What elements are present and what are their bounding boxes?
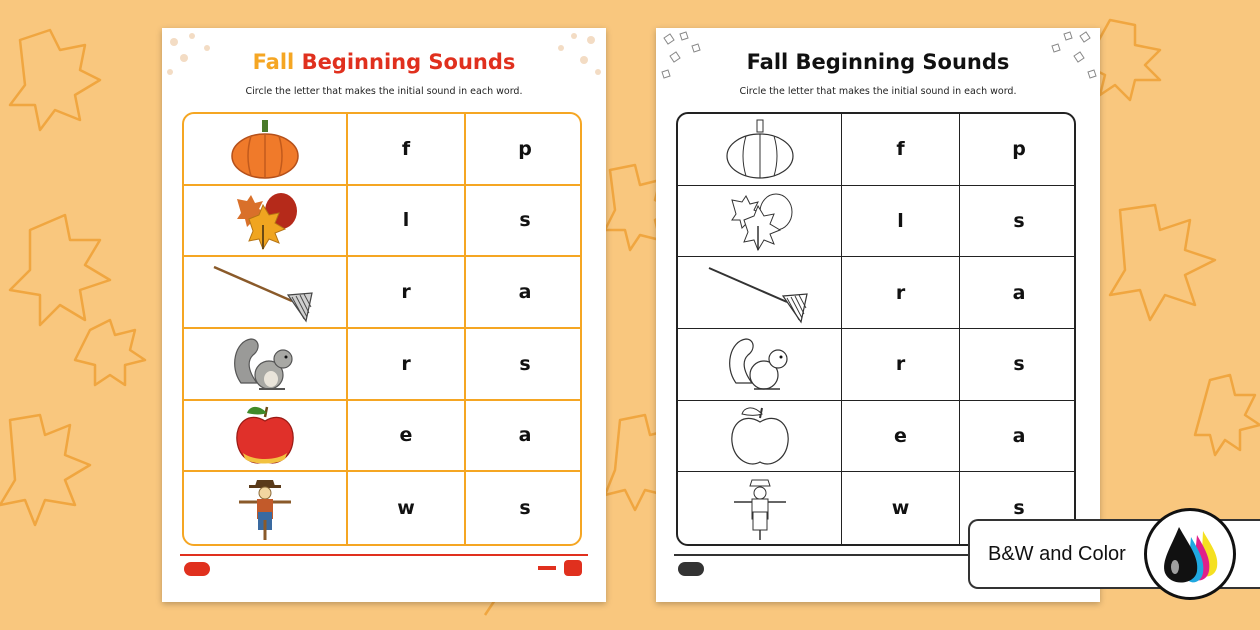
letter-choice-text: r — [895, 353, 906, 376]
letter-choice[interactable] — [466, 472, 582, 544]
letter-choice[interactable] — [842, 472, 960, 544]
worksheet-instructions: Circle the letter that makes the initial sound in each word. — [245, 86, 523, 97]
letter-choice-text: p — [518, 137, 532, 160]
letter-choice-text: w — [397, 497, 415, 520]
letter-choice[interactable] — [348, 472, 466, 544]
rake-icon — [210, 261, 320, 323]
letter-choice-text: r — [401, 352, 411, 375]
letter-choice-text: w — [891, 497, 910, 520]
letter-choice-text: l — [897, 209, 904, 232]
letter-choice-text: f — [896, 138, 905, 161]
letter-choice[interactable] — [842, 257, 960, 329]
letter-choice-text: s — [1013, 497, 1025, 520]
picture-cell — [678, 114, 842, 186]
letter-choice[interactable] — [960, 186, 1076, 258]
picture-cell — [184, 401, 348, 473]
picture-cell — [678, 472, 842, 544]
title-text: Fall Beginning Sounds — [746, 50, 1010, 74]
scarecrow-icon — [730, 476, 790, 540]
picture-cell — [184, 329, 348, 401]
brand-logo — [184, 562, 210, 576]
letter-choice-text: a — [518, 281, 532, 304]
leaves-icon — [724, 190, 796, 252]
worksheet-title — [162, 50, 606, 74]
squirrel-icon — [229, 333, 301, 395]
letter-choice[interactable] — [466, 257, 582, 329]
squirrel-icon — [724, 333, 796, 395]
pumpkin-icon — [229, 118, 301, 180]
badge-label: B&W and Color — [988, 543, 1126, 565]
letter-choice[interactable] — [842, 186, 960, 258]
picture-cell — [184, 114, 348, 186]
letter-choice[interactable] — [842, 401, 960, 473]
picture-cell — [184, 472, 348, 544]
letter-choice[interactable] — [466, 329, 582, 401]
letter-choice[interactable] — [348, 329, 466, 401]
letter-choice[interactable] — [960, 329, 1076, 401]
letter-choice-text: p — [1012, 138, 1026, 161]
scarecrow-icon — [235, 476, 295, 540]
worksheet-title — [656, 50, 1100, 74]
picture-cell — [184, 186, 348, 258]
letter-choice-text: s — [519, 352, 531, 375]
footer-divider — [180, 554, 588, 556]
letter-choice-text: s — [519, 209, 531, 232]
title-word-beginning-sounds: Beginning Sounds — [301, 50, 516, 74]
answer-grid — [676, 112, 1076, 546]
leaves-icon — [229, 189, 301, 251]
picture-cell — [678, 329, 842, 401]
letter-choice[interactable] — [960, 114, 1076, 186]
letter-choice[interactable] — [348, 401, 466, 473]
worksheet-instructions: Circle the letter that makes the initial sound in each word. — [739, 86, 1017, 97]
picture-cell — [678, 401, 842, 473]
letter-choice[interactable] — [960, 401, 1076, 473]
letter-choice-text: s — [519, 497, 531, 520]
rake-icon — [705, 262, 815, 324]
apple-icon — [724, 404, 796, 468]
brand-mark-icon — [538, 560, 584, 578]
ink-drops-icon — [1144, 508, 1236, 600]
letter-choice-text: a — [1012, 424, 1026, 447]
bw-worksheet — [656, 28, 1100, 602]
color-worksheet — [162, 28, 606, 602]
letter-choice[interactable] — [348, 257, 466, 329]
letter-choice[interactable] — [842, 114, 960, 186]
letter-choice[interactable] — [466, 186, 582, 258]
pumpkin-icon — [724, 118, 796, 180]
brand-logo — [678, 562, 704, 576]
answer-grid — [182, 112, 582, 546]
letter-choice-text: s — [1013, 353, 1025, 376]
letter-choice[interactable] — [960, 257, 1076, 329]
letter-choice-text: r — [401, 281, 411, 304]
picture-cell — [184, 257, 348, 329]
letter-choice-text: a — [518, 424, 532, 447]
letter-choice[interactable] — [348, 186, 466, 258]
ink-drops-graphic — [1147, 511, 1233, 597]
letter-choice-text: e — [399, 424, 413, 447]
letter-choice-text: e — [894, 424, 907, 447]
letter-choice-text: f — [401, 137, 411, 160]
apple-icon — [229, 403, 301, 467]
letter-choice[interactable] — [466, 401, 582, 473]
letter-choice[interactable] — [348, 114, 466, 186]
title-word-fall: Fall — [252, 50, 295, 74]
letter-choice-text: a — [1012, 281, 1026, 304]
picture-cell — [678, 257, 842, 329]
picture-cell — [678, 186, 842, 258]
letter-choice-text: r — [895, 281, 906, 304]
letter-choice[interactable] — [466, 114, 582, 186]
letter-choice-text: l — [402, 209, 410, 232]
letter-choice[interactable] — [842, 329, 960, 401]
letter-choice-text: s — [1013, 209, 1025, 232]
